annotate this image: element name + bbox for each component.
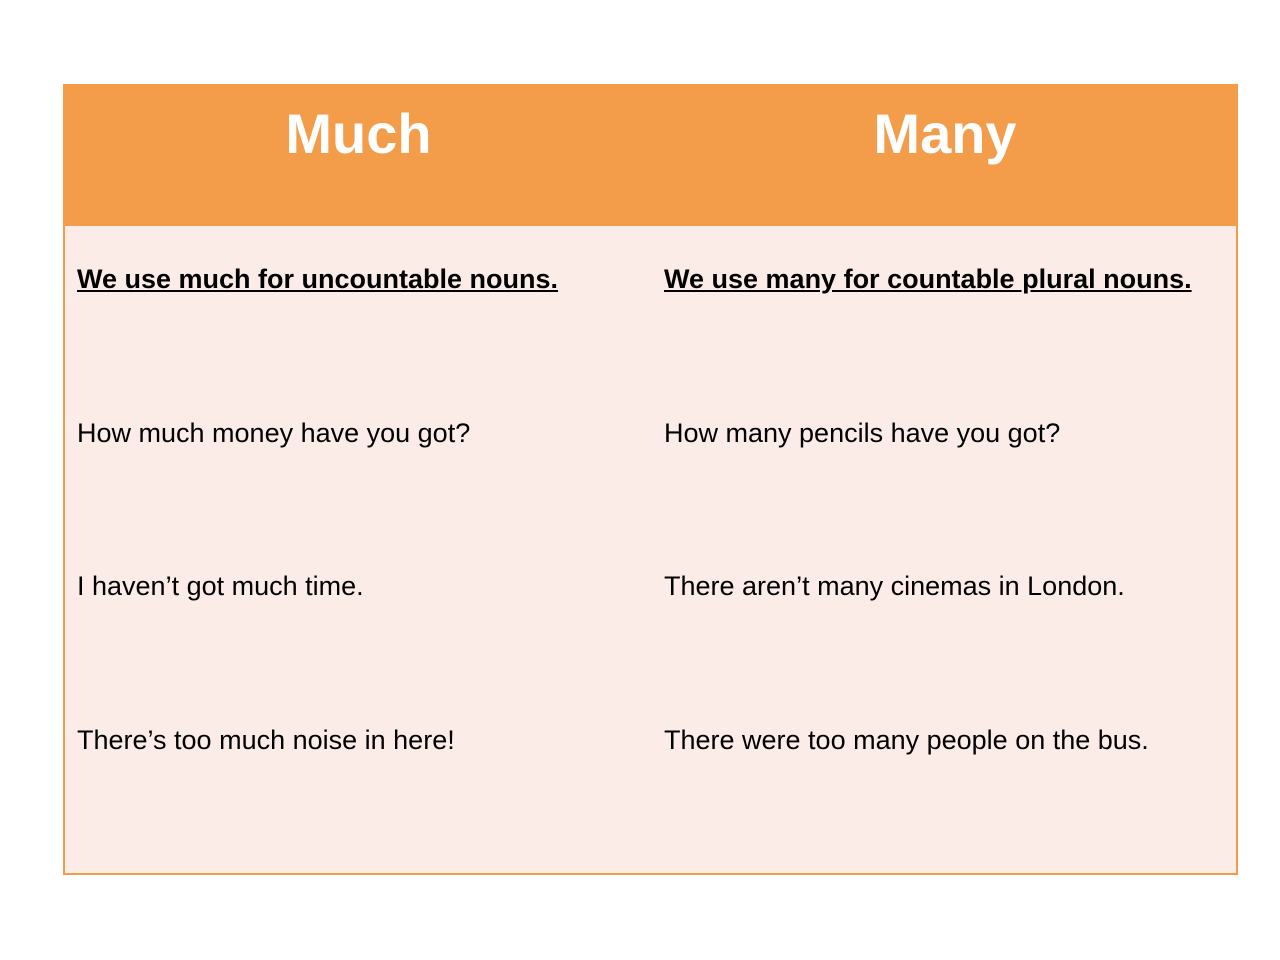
example-many-2: There aren’t many cinemas in London. xyxy=(664,571,1125,601)
column-much xyxy=(77,226,652,875)
rule-many: We use many for countable plural nouns. xyxy=(664,264,1192,294)
heading-many: Many xyxy=(873,102,1017,165)
example-much-1: How much money have you got? xyxy=(77,418,471,448)
much-many-table xyxy=(63,84,1238,875)
example-much-2: I haven’t got much time. xyxy=(77,571,364,601)
example-many-3: There were too many people on the bus. xyxy=(664,725,1149,755)
example-many-1: How many pencils have you got? xyxy=(664,418,1061,448)
rule-much: We use much for uncountable nouns. xyxy=(77,264,559,294)
table-header xyxy=(65,86,1236,226)
column-many xyxy=(664,226,1239,875)
example-much-3: There’s too much noise in here! xyxy=(77,725,455,755)
heading-much: Much xyxy=(285,102,432,165)
